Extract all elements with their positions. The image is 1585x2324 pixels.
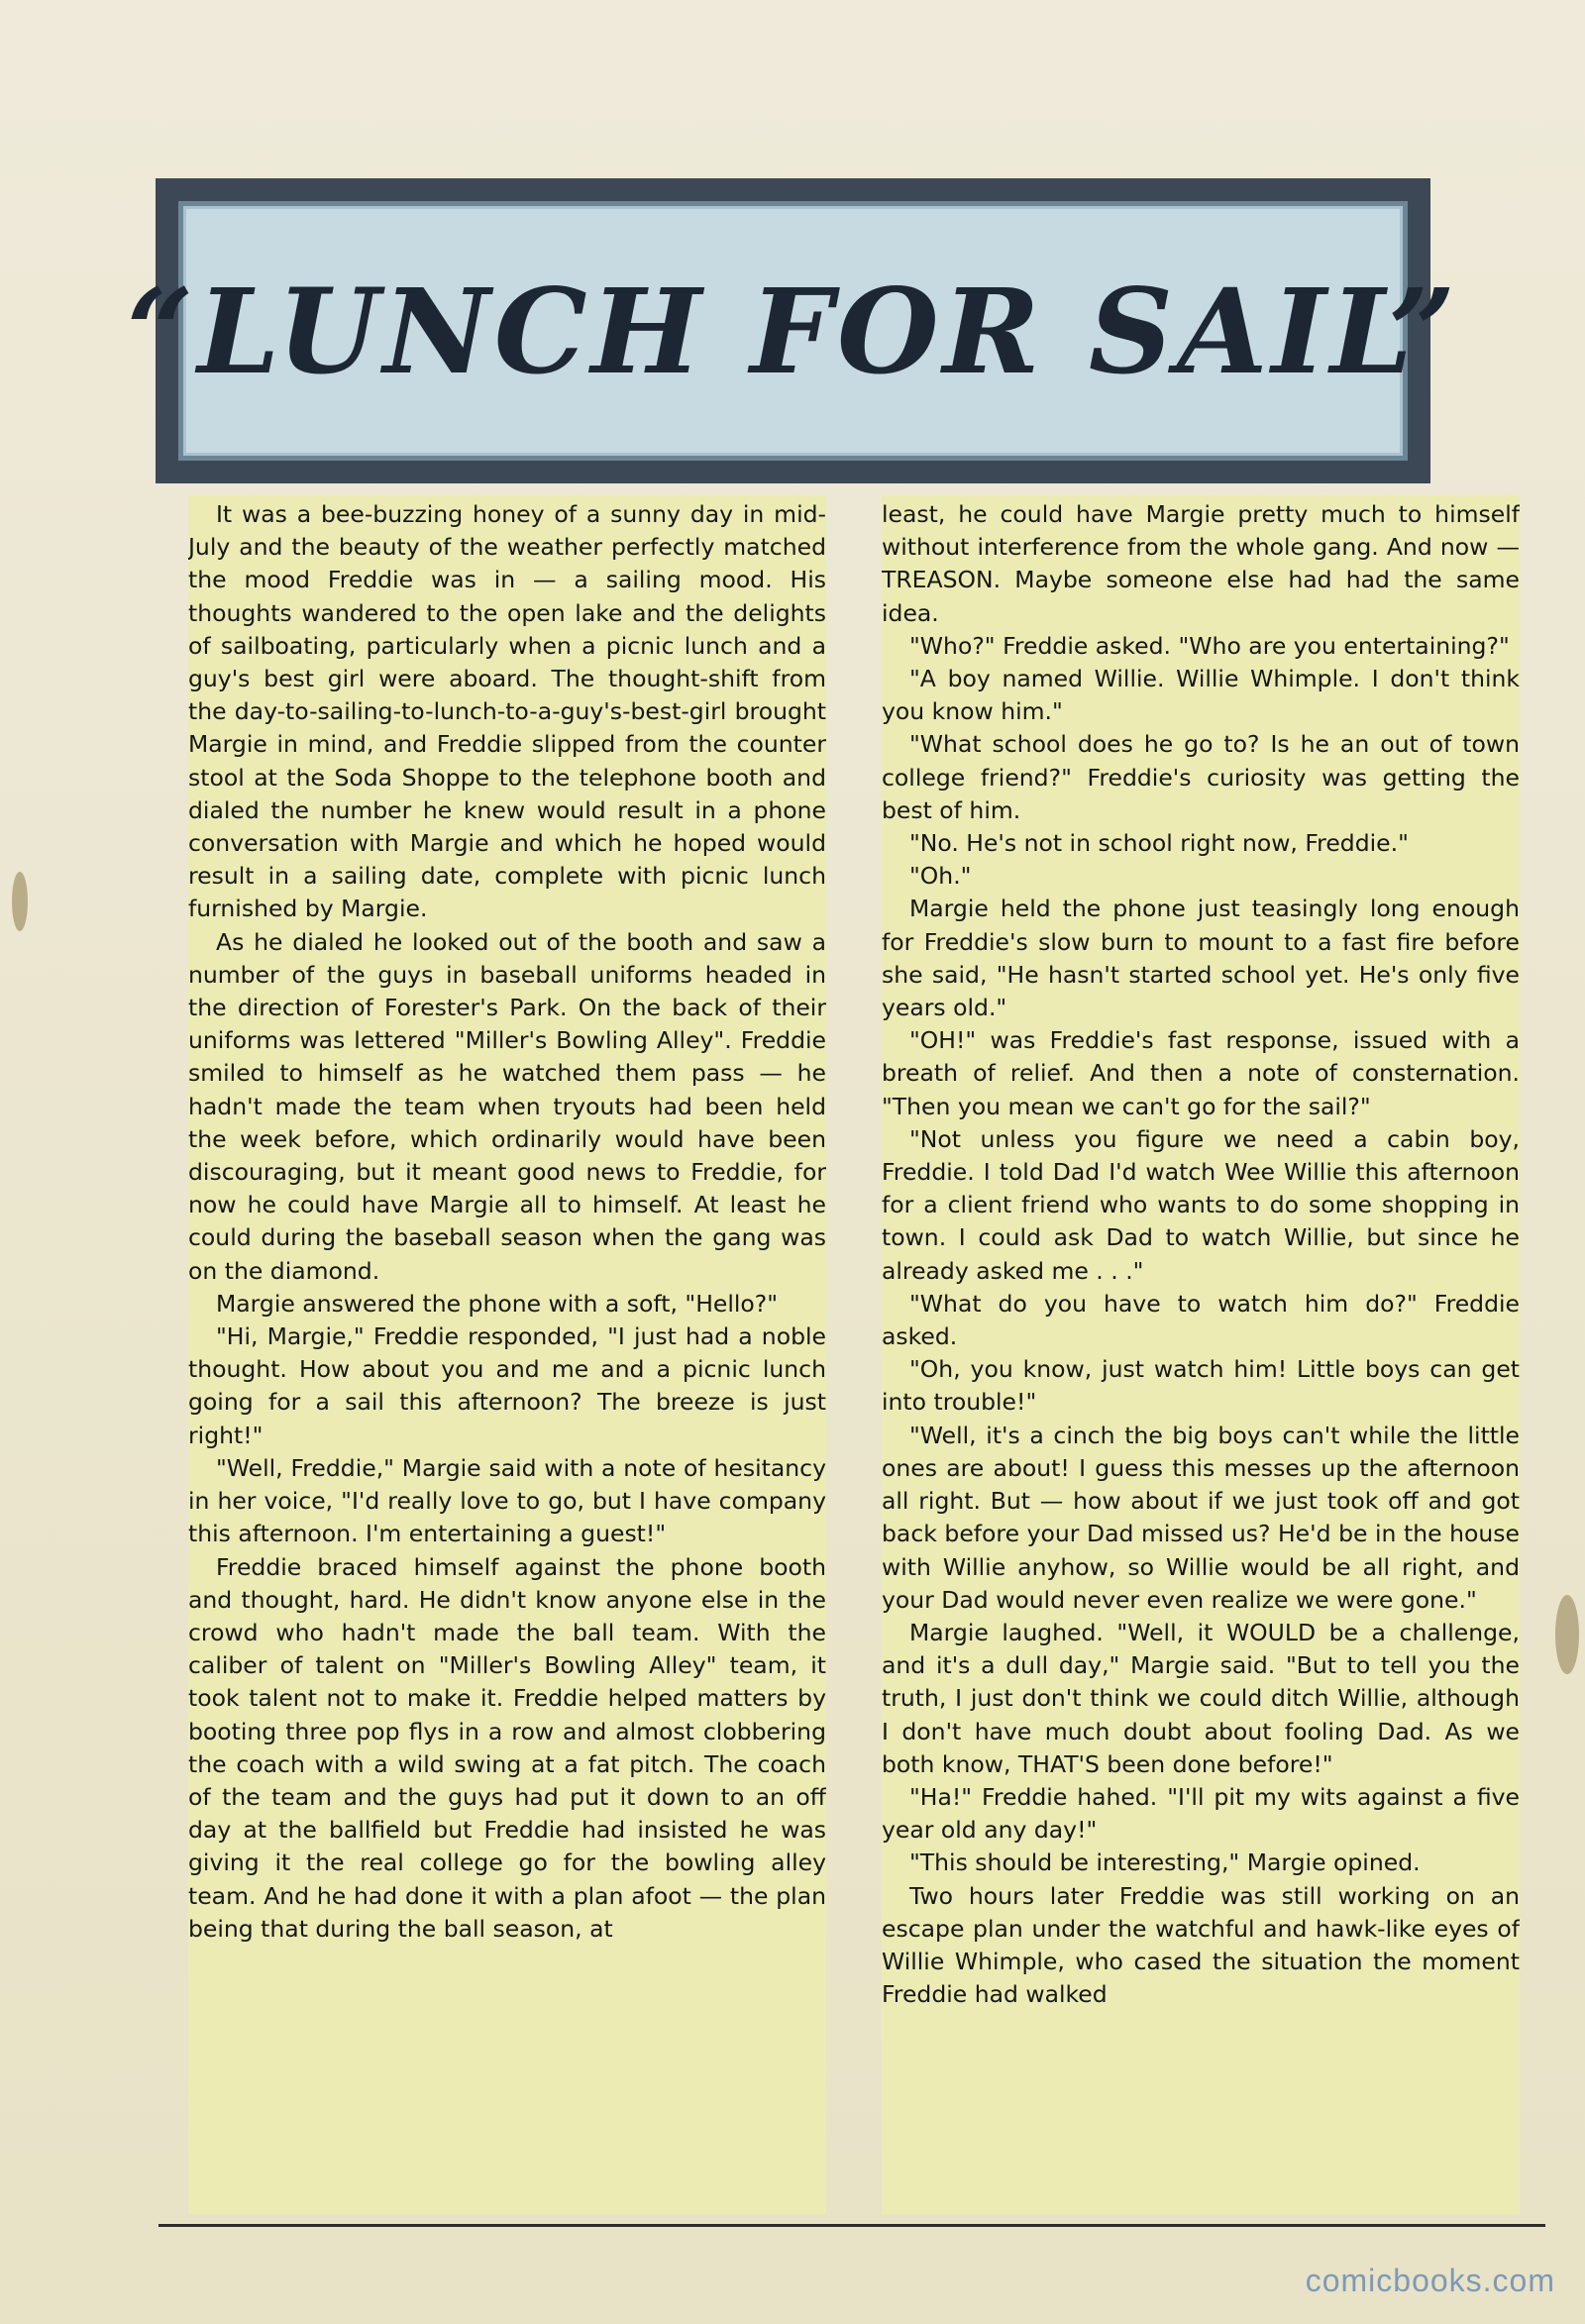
text-column-right — [882, 495, 1520, 2214]
paragraph: "Oh, you know, just watch him! Little boys can get into trouble!" — [882, 1355, 1520, 1417]
paragraph: "Who?" Freddie asked. "Who are you entertaining?" — [909, 631, 1510, 660]
paragraph: "What school does he go to? Is he an out of town college friend?" Freddie's curiosity was getting the best of him. — [882, 730, 1520, 824]
paragraph: Freddie braced himself against the phone booth and thought, hard. He didn't know anyone else in the crowd who hadn't made the ball team. With the caliber of talent on "Miller's Bowling Alley" team, it took talent not to make it. Freddie helped matters by booting three pop flys in a row and almost clobbering the coach with a wild swing at a fat pitch. The coach of the team and the guys had put it down to an off day at the ballfield but Freddie had insisted he was giving it the real college go for the bowling alley team. And he had done it with a plan afoot — the plan being that during the ball season, at — [188, 1552, 826, 1943]
paragraph: "Well, Freddie," Margie said with a note of hesitancy in her voice, "I'd really love to go, but I have company this afternoon. I'm entertaining a guest!" — [188, 1453, 826, 1548]
paragraph: Two hours later Freddie was still working on an escape plan under the watchful and hawk-like eyes of Willie Whimple, who cased the situation the moment Freddie had walked — [882, 1881, 1520, 2009]
paragraph: As he dialed he looked out of the booth and saw a number of the guys in baseball uniforms headed in the direction of Forester's Park. On the back of their uniforms was lettered "Miller's Bowling Alley". Freddie smiled to himself as he watched them pass — he hadn't made the team when tryouts had been held the week before, which ordinarily would have been discouraging, but it meant good news to Freddie, for now he could have Margie all to himself. At least he could during the baseball season when the gang was on the diamond. — [188, 927, 826, 1285]
title-panel — [126, 201, 1460, 461]
paragraph: It was a bee-buzzing honey of a sunny day in mid-July and the beauty of the weather perfectly matched the mood Freddie was in — a sailing mood. His thoughts wandered to the open lake and the delights of sailboating, particularly when a picnic lunch and a guy's best girl were aboard. The thought-shift from the day-to-sailing-to-lunch-to-a-guy's-best-girl brought Margie in mind, and Freddie slipped from the counter stool at the Soda Shoppe to the telephone booth and dialed the number he knew would result in a phone conversation with Margie and which he hoped would result in a sailing date, complete with picnic lunch furnished by Margie. — [188, 500, 826, 923]
paper-smudge — [12, 872, 28, 931]
paragraph: Margie held the phone just teasingly long enough for Freddie's slow burn to mount to a fast fire before she said, "He hasn't started school yet. He's only five years old." — [882, 895, 1520, 1022]
article-body — [188, 495, 1520, 2214]
paragraph-continued: least, he could have Margie pretty much to himself without interference from the whole gang. And now — TREASON. Maybe someone else had had the same idea. — [882, 500, 1520, 627]
paragraph: "No. He's not in school right now, Freddie." — [909, 829, 1409, 858]
paragraph: "Ha!" Freddie hahed. "I'll pit my wits against a five year old any day!" — [882, 1782, 1520, 1845]
paper-smudge — [1555, 1595, 1579, 1674]
paragraph: "Well, it's a cinch the big boys can't while the little ones are about! I guess this messes up the afternoon all right. But — how about if we just took off and got back before your Dad missed us? He'd be in the house with Willie anyhow, so Willie would be all right, and your Dad would never even realize we were gone." — [882, 1421, 1520, 1614]
paragraph: Margie laughed. "Well, it WOULD be a challenge, and it's a dull day," Margie said. "But to tell you the truth, I just don't think we could ditch Willie, although I don't have much doubt about fooling Dad. As we both know, THAT'S been done before!" — [882, 1618, 1520, 1778]
paragraph: "This should be interesting," Margie opined. — [909, 1849, 1421, 1877]
bottom-rule — [158, 2224, 1545, 2227]
paragraph: "Hi, Margie," Freddie responded, "I just had a noble thought. How about you and me and a picnic lunch going for a sail this afternoon? The breeze is just right!" — [188, 1322, 826, 1449]
paragraph: "A boy named Willie. Willie Whimple. I don't think you know him." — [882, 665, 1520, 726]
story-title: “LUNCH FOR SAIL” — [126, 262, 1460, 400]
paragraph: "What do you have to watch him do?" Freddie asked. — [882, 1289, 1520, 1351]
title-frame — [126, 178, 1460, 483]
paragraph: Margie answered the phone with a soft, "Hello?" — [216, 1289, 779, 1318]
paragraph: "Oh." — [909, 862, 972, 891]
text-column-left — [188, 495, 826, 2214]
paragraph: "OH!" was Freddie's fast response, issued with a breath of relief. And then a note of consternation. "Then you mean we can't go for the sail?" — [882, 1026, 1520, 1120]
paragraph: "Not unless you figure we need a cabin boy, Freddie. I told Dad I'd watch Wee Willie this afternoon for a client friend who wants to do some shopping in town. I could ask Dad to watch Willie, but since he already asked me . . ." — [882, 1124, 1520, 1285]
watermark: comicbooks.com — [1305, 2263, 1555, 2298]
